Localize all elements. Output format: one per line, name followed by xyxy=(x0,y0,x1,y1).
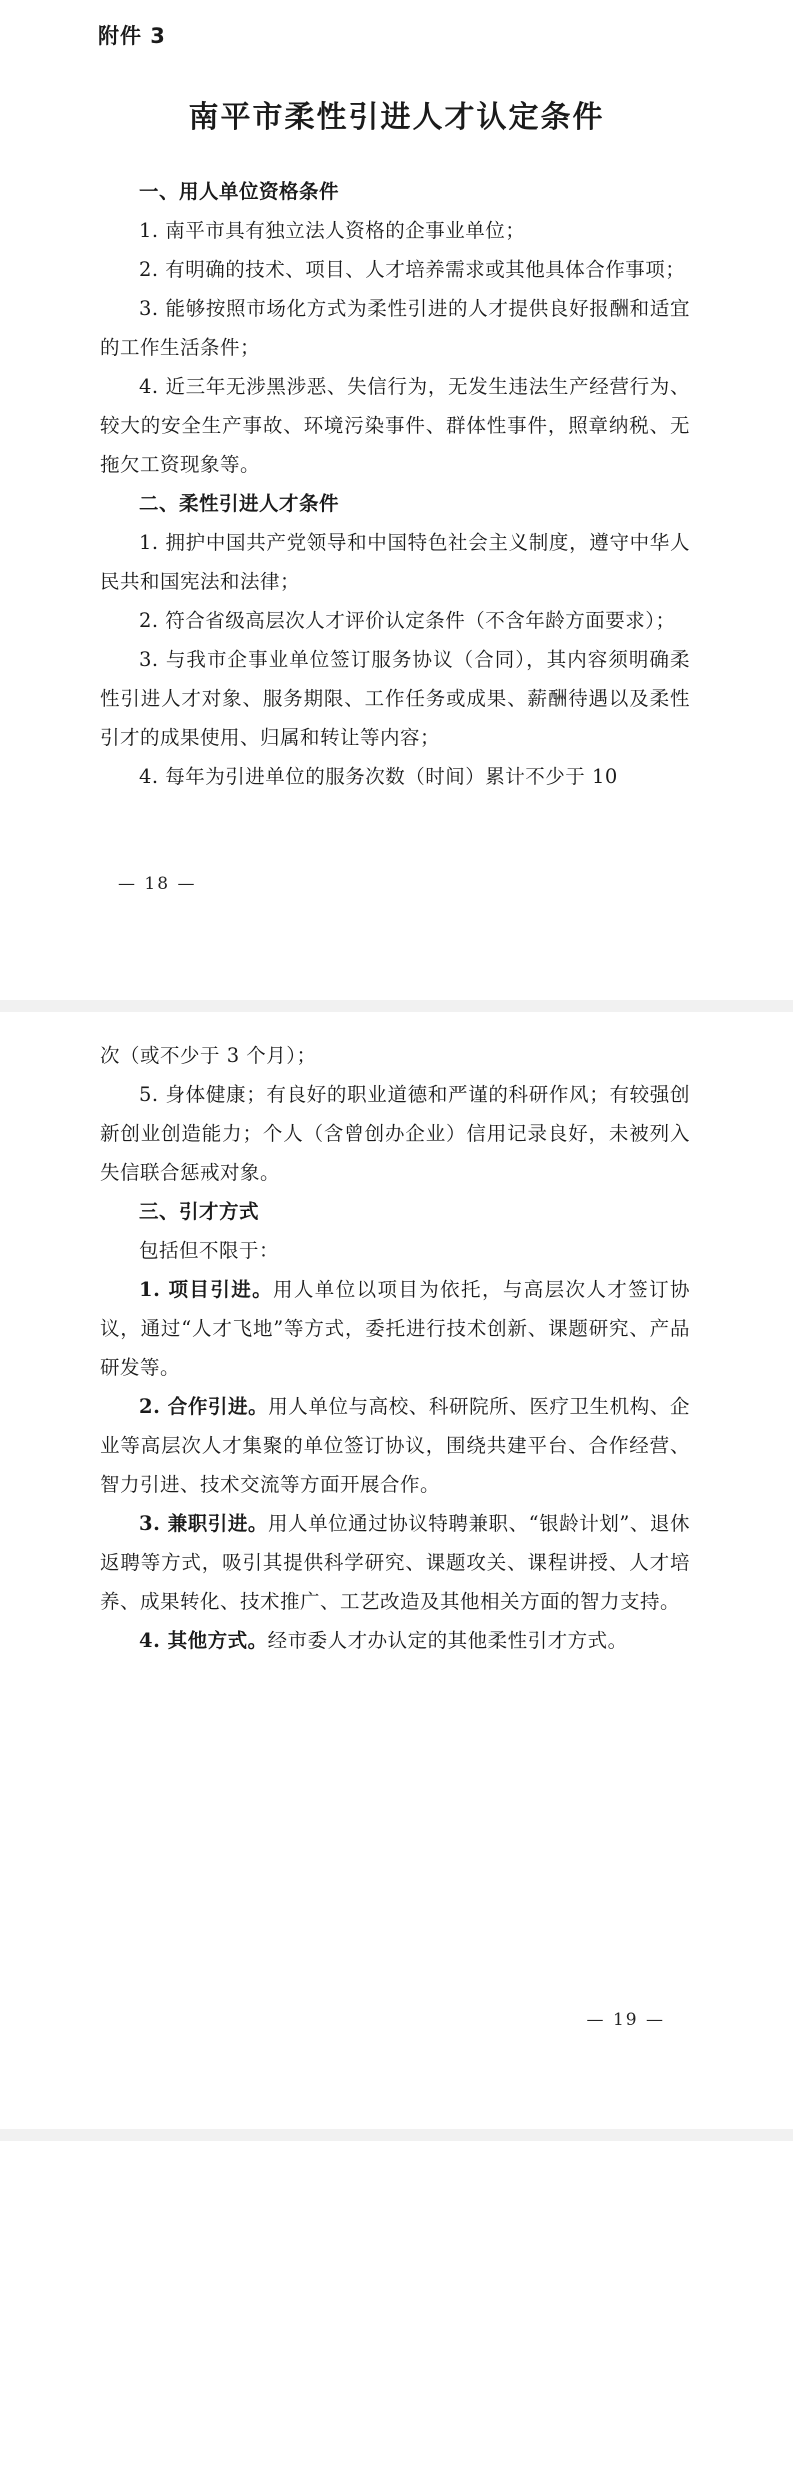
employer-condition-2: 2. 有明确的技术、项目、人才培养需求或其他具体合作事项； xyxy=(139,258,686,281)
talent-condition-2: 2. 符合省级高层次人才评价认定条件（不含年龄方面要求）； xyxy=(139,609,676,632)
method-part-time xyxy=(100,1504,690,1621)
method-cooperation-label: 2. 合作引进。 xyxy=(139,1395,269,1418)
section-heading-employer-conditions: 一、用人单位资格条件 xyxy=(139,180,340,203)
section-heading-talent-conditions: 二、柔性引进人才条件 xyxy=(139,492,340,515)
page-number-19: — 19 — xyxy=(586,2010,665,2030)
employer-condition-4: 4. 近三年无涉黑涉恶、失信行为，无发生违法生产经营行为、较大的安全生产事故、环境污染事件、群体性事件，照章纳税、无拖欠工资现象等。 xyxy=(100,375,690,476)
method-other-text: 经市委人才办认定的其他柔性引才方式。 xyxy=(267,1629,628,1652)
talent-condition-4: 4. 每年为引进单位的服务次数（时间）累计不少于 10 xyxy=(139,765,618,788)
document-title: 南平市柔性引进人才认定条件 xyxy=(188,100,605,135)
talent-condition-5: 5. 身体健康；有良好的职业道德和严谨的科研作风；有较强创新创业创造能力；个人（含曾创办企业）信用记录良好，未被列入失信联合惩戒对象。 xyxy=(100,1083,690,1184)
method-project-text: 用人单位以项目为依托，与高层次人才签订协议，通过“人才飞地”等方式，委托进行技术创新、课题研究、产品研发等。 xyxy=(100,1278,690,1379)
method-part-time-text: 用人单位通过协议特聘兼职、“银龄计划”、退休返聘等方式，吸引其提供科学研究、课题攻关、课程讲授、人才培养、成果转化、技术推广、工艺改造及其他相关方面的智力支持。 xyxy=(100,1512,690,1613)
page-19-body xyxy=(100,1036,690,1660)
talent-condition-1: 1. 拥护中国共产党领导和中国特色社会主义制度，遵守中华人民共和国宪法和法律； xyxy=(100,531,690,593)
method-project-label: 1. 项目引进。 xyxy=(139,1278,274,1301)
page-18-body xyxy=(100,172,690,796)
document-page-18 xyxy=(0,0,793,1000)
employer-condition-3: 3. 能够按照市场化方式为柔性引进的人才提供良好报酬和适宜的工作生活条件； xyxy=(100,297,690,359)
method-part-time-label: 3. 兼职引进。 xyxy=(139,1512,268,1535)
talent-condition-4-continuation: 次（或不少于 3 个月）； xyxy=(100,1044,317,1067)
annex-label: 附件 3 xyxy=(98,24,166,48)
next-page-blank xyxy=(0,2141,793,2480)
method-project xyxy=(100,1270,690,1387)
method-cooperation-text: 用人单位与高校、科研院所、医疗卫生机构、企业等高层次人才集聚的单位签订协议，围绕共建平台、合作经营、智力引进、技术交流等方面开展合作。 xyxy=(100,1395,690,1496)
document-page-19 xyxy=(0,1012,793,2129)
talent-condition-3: 3. 与我市企事业单位签订服务协议（合同），其内容须明确柔性引进人才对象、服务期限、工作任务或成果、薪酬待遇以及柔性引才的成果使用、归属和转让等内容； xyxy=(100,648,690,749)
page-number-18: — 18 — xyxy=(118,874,197,894)
section-heading-recruitment-methods: 三、引才方式 xyxy=(139,1200,260,1223)
method-other-label: 4. 其他方式。 xyxy=(139,1629,268,1652)
method-other xyxy=(100,1621,690,1660)
employer-condition-1: 1. 南平市具有独立法人资格的企事业单位； xyxy=(139,219,526,242)
methods-intro: 包括但不限于： xyxy=(139,1239,280,1262)
method-cooperation xyxy=(100,1387,690,1504)
